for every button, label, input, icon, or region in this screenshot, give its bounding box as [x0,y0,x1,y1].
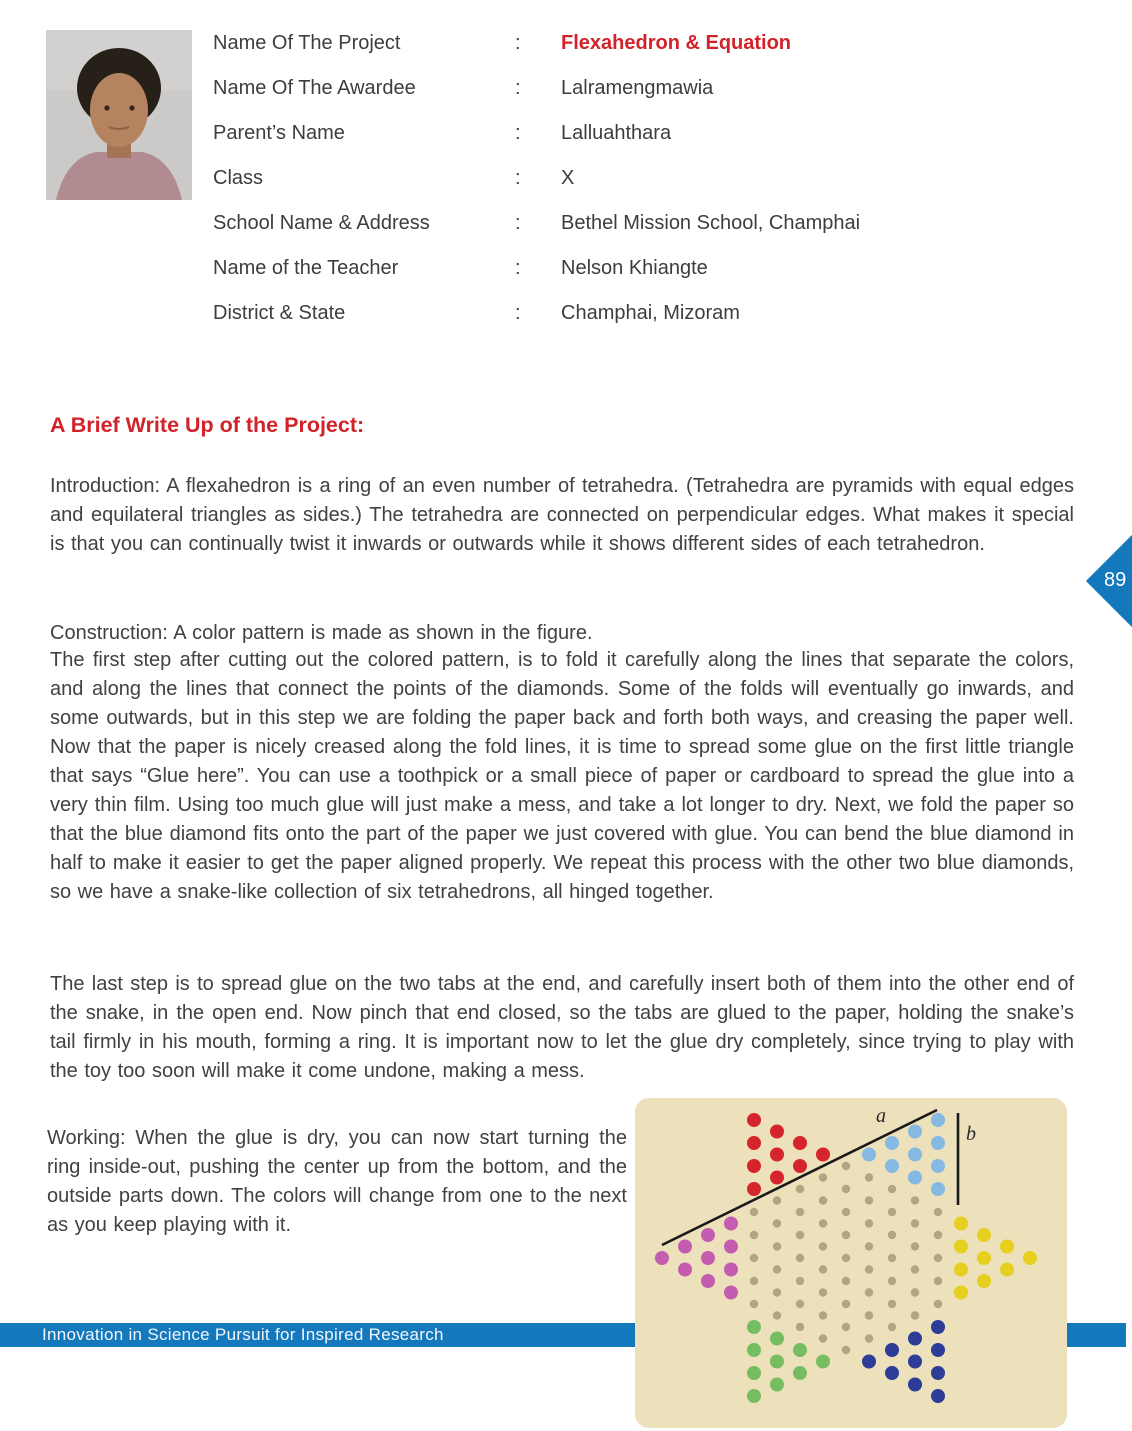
board-dot-yellow [977,1228,991,1242]
board-dot-tan [865,1334,873,1342]
board-dot-yellow [977,1274,991,1288]
board-dot-green [793,1366,807,1380]
board-dot-tan [865,1242,873,1250]
board-dot-darkblue [908,1332,922,1346]
board-dot-yellow [954,1217,968,1231]
board-dot-tan [865,1173,873,1181]
board-dot-green [770,1355,784,1369]
profile-value: Nelson Khiangte [561,257,708,279]
board-dot-tan [819,1288,827,1296]
board-dot-tan [796,1208,804,1216]
board-dot-darkblue [908,1355,922,1369]
board-dot-lightblue [931,1113,945,1127]
board-dot-red [747,1113,761,1127]
writeup-heading: A Brief Write Up of the Project: [50,413,365,437]
profile-separator: : [515,302,521,324]
board-dot-green [747,1320,761,1334]
board-dot-tan [773,1196,781,1204]
paragraph-construction-body: The first step after cutting out the colored pattern, is to fold it carefully along the lines that separate the colors, and along the lines that connect the points of the diamonds. Some of the folds will eventually go inwards, and some outwards, but in this step we are folding the paper back and forth both ways, and creasing the paper well. Now that the paper is nicely creased along the fold lines, it is time to spread some glue on the first little triangle that says “Glue here”. You can use a toothpick or a small piece of paper or cardboard to spread the glue into a very thin film. Using too much glue will just make a mess, and take a lot longer to dry. Next, we fold the paper so that the blue diamond fits onto the part of the paper we just covered with glue. You can bend the blue diamond in half to make it easier to get the paper aligned properly. We repeat this process with the other two blue diamonds, so we have a snake-like collection of six tetrahedrons, all hinged together. [50,649,1074,903]
profile-separator: : [515,77,521,99]
board-dot-lightblue [908,1125,922,1139]
board-dot-tan [773,1242,781,1250]
board-dot-yellow [977,1251,991,1265]
profile-label: Name of the Teacher [213,257,399,279]
awardee-photo-image [46,30,192,200]
board-dot-green [747,1366,761,1380]
board-dot-magenta [655,1251,669,1265]
board-dot-darkblue [885,1343,899,1357]
board-dot-red [770,1148,784,1162]
profile-value: X [561,167,575,189]
board-dot-tan [796,1277,804,1285]
paragraph-introduction: Introduction: A flexahedron is a ring of an even number of tetrahedra. (Tetrahedra are pyramids with equal edges and equilateral triangles as sides.) The tetrahedra are connected on perpendicular edges. What makes it special is that you can continually twist it inwards or outwards while it shows different sides of each tetrahedron. [50,475,1074,555]
fold-line-a-label: a [876,1105,886,1127]
board-dot-magenta [701,1251,715,1265]
profile-row [213,66,860,111]
profile-separator: : [515,122,521,144]
board-dot-red [793,1136,807,1150]
board-dot-tan [819,1242,827,1250]
board-dot-red [770,1125,784,1139]
board-dot-tan [750,1300,758,1308]
board-dot-yellow [954,1286,968,1300]
board-dot-tan [888,1231,896,1239]
profile-label: Name Of The Project [213,32,401,54]
board-dot-tan [819,1196,827,1204]
profile-separator: : [515,32,521,54]
board-dot-lightblue [862,1148,876,1162]
board-dot-tan [911,1311,919,1319]
board-dot-tan [911,1196,919,1204]
profile-separator: : [515,167,521,189]
board-dot-tan [842,1185,850,1193]
board-dot-tan [888,1323,896,1331]
board-dot-green [770,1332,784,1346]
profile-row [213,201,860,246]
board-dot-darkblue [862,1355,876,1369]
figure-background [635,1098,1067,1428]
board-dot-yellow [1023,1251,1037,1265]
pattern-figure-image [635,1098,1067,1428]
profile-table [213,21,860,336]
profile-separator: : [515,212,521,234]
board-dot-tan [865,1288,873,1296]
board-dot-tan [842,1300,850,1308]
profile-row [213,246,860,291]
profile-label: Parent’s Name [213,122,345,144]
board-dot-tan [819,1173,827,1181]
board-dot-darkblue [931,1343,945,1357]
board-dot-tan [911,1265,919,1273]
board-dot-magenta [724,1286,738,1300]
board-dot-magenta [678,1240,692,1254]
board-dot-darkblue [908,1378,922,1392]
board-dot-green [770,1378,784,1392]
board-dot-tan [819,1334,827,1342]
board-dot-lightblue [885,1159,899,1173]
board-dot-tan [773,1265,781,1273]
board-dot-tan [796,1300,804,1308]
board-dot-tan [911,1242,919,1250]
face-shape [90,73,148,147]
board-dot-tan [888,1254,896,1262]
board-dot-green [747,1343,761,1357]
board-dot-tan [796,1185,804,1193]
fold-line-b-label: b [966,1123,976,1145]
board-dot-tan [750,1277,758,1285]
board-dot-green [793,1343,807,1357]
board-dot-tan [819,1219,827,1227]
profile-label: Name Of The Awardee [213,77,416,99]
board-dot-tan [842,1346,850,1354]
profile-row [213,21,860,66]
profile-label: District & State [213,302,346,324]
board-dot-tan [934,1231,942,1239]
profile-value: Champhai, Mizoram [561,302,740,324]
board-dot-darkblue [931,1366,945,1380]
board-dot-tan [888,1208,896,1216]
board-dot-red [816,1148,830,1162]
board-dot-tan [842,1208,850,1216]
board-dot-tan [888,1277,896,1285]
footer-text: Innovation in Science Pursuit for Inspired Research [42,1325,444,1344]
board-dot-tan [750,1231,758,1239]
board-dot-tan [796,1323,804,1331]
board-dot-yellow [954,1263,968,1277]
board-dot-tan [773,1311,781,1319]
board-dot-tan [842,1277,850,1285]
page-number: 89 [1104,569,1127,591]
board-dot-tan [934,1300,942,1308]
board-dot-magenta [701,1274,715,1288]
profile-separator: : [515,257,521,279]
board-dot-tan [750,1208,758,1216]
board-dot-lightblue [885,1136,899,1150]
board-dot-tan [842,1323,850,1331]
board-dot-green [747,1389,761,1403]
board-dot-lightblue [931,1136,945,1150]
board-dot-tan [819,1265,827,1273]
paragraph-last-step: The last step is to spread glue on the two tabs at the end, and carefully insert both of them into the other end of the snake, in the open end. Now pinch that end closed, so the tabs are glued to the paper, holding the snake’s tail firmly in his mouth, forming a ring. It is important now to let the glue dry completely, since trying to play with the toy too soon will make it come undone, making a mess. [50,973,1074,1082]
profile-label: School Name & Address [213,212,430,234]
board-dot-darkblue [885,1366,899,1380]
board-dot-magenta [701,1228,715,1242]
board-dot-tan [865,1265,873,1273]
board-dot-tan [865,1219,873,1227]
board-dot-tan [865,1196,873,1204]
board-dot-darkblue [931,1389,945,1403]
board-dot-tan [934,1208,942,1216]
profile-value: Bethel Mission School, Champhai [561,212,861,234]
board-dot-tan [888,1185,896,1193]
board-dot-tan [934,1277,942,1285]
profile-label: Class [213,167,264,189]
board-dot-tan [911,1288,919,1296]
profile-row [213,156,860,201]
board-dot-red [793,1159,807,1173]
board-dot-red [747,1159,761,1173]
board-dot-tan [796,1254,804,1262]
board-dot-tan [934,1254,942,1262]
profile-row [213,291,860,336]
awardee-photo [46,30,192,200]
profile-row [213,111,860,156]
board-dot-darkblue [931,1320,945,1334]
board-dot-tan [911,1219,919,1227]
board-dot-lightblue [931,1182,945,1196]
board-dot-magenta [678,1263,692,1277]
profile-value: Flexahedron & Equation [561,32,792,54]
board-dot-tan [750,1254,758,1262]
board-dot-green [816,1355,830,1369]
board-dot-tan [842,1162,850,1170]
board-dot-lightblue [931,1159,945,1173]
board-dot-yellow [1000,1240,1014,1254]
board-dot-tan [773,1219,781,1227]
profile-value: Lalluahthara [561,122,672,144]
board-dot-tan [842,1231,850,1239]
board-dot-yellow [954,1240,968,1254]
board-dot-tan [773,1288,781,1296]
board-dot-lightblue [908,1171,922,1185]
paragraph-construction-title: Construction: A color pattern is made as shown in the figure. [50,622,593,644]
board-dot-red [770,1171,784,1185]
board-dot-red [747,1136,761,1150]
board-dot-tan [865,1311,873,1319]
board-dot-magenta [724,1217,738,1231]
board-dot-tan [796,1231,804,1239]
board-dot-magenta [724,1240,738,1254]
paragraph-working: Working: When the glue is dry, you can now start turning the ring inside-out, pushing the center up from the bottom, and the outside parts down. The colors will change from one to the next as you keep playing with it. [47,1127,627,1236]
board-dot-tan [888,1300,896,1308]
profile-value: Lalramengmawia [561,77,714,99]
board-dot-magenta [724,1263,738,1277]
board-dot-red [747,1182,761,1196]
board-dot-tan [819,1311,827,1319]
board-dot-lightblue [908,1148,922,1162]
board-dot-yellow [1000,1263,1014,1277]
board-dot-tan [842,1254,850,1262]
